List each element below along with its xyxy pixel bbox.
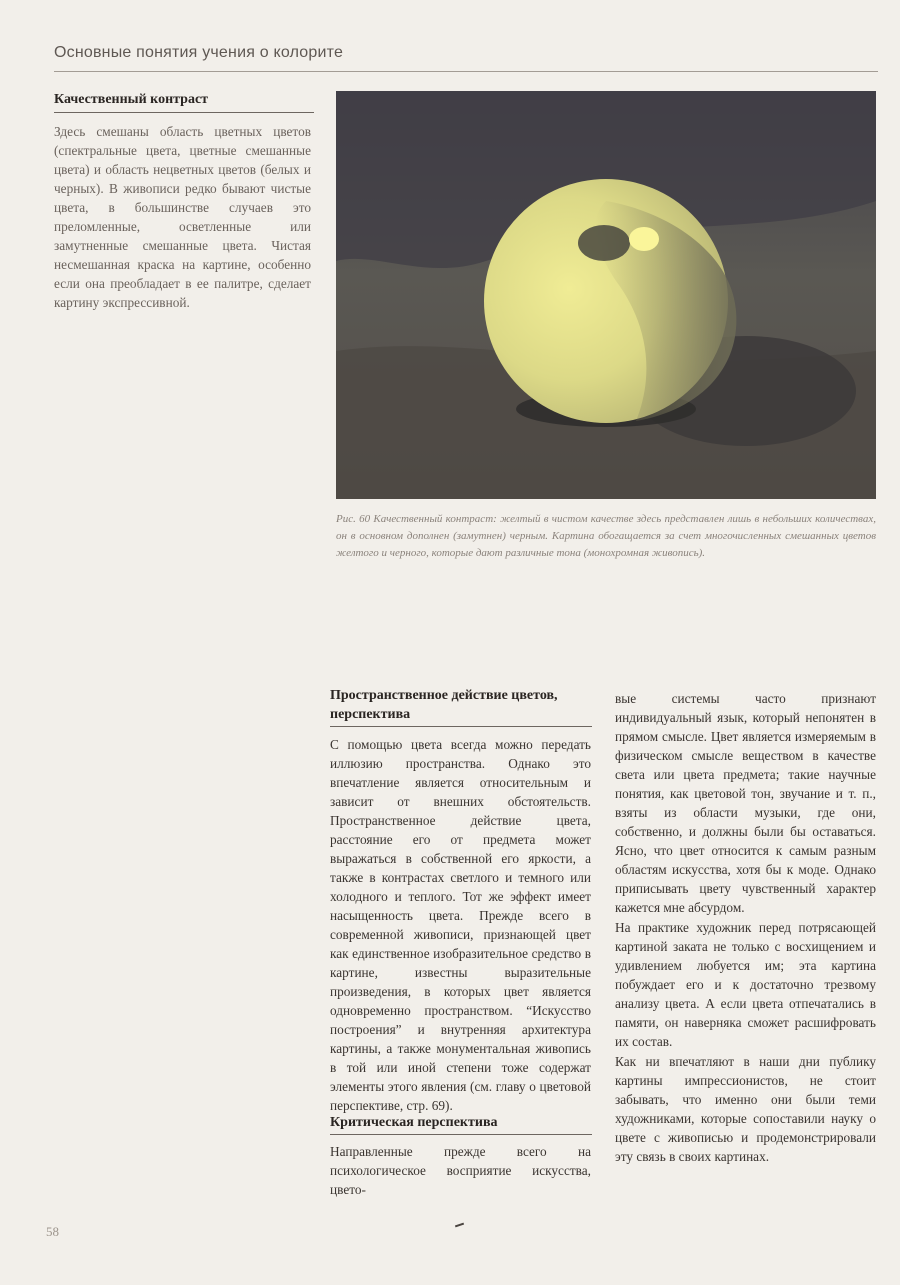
- section-rule: [330, 726, 592, 727]
- paragraph: С помощью цвета всегда можно передать иллюзию пространства. Однако это впечатление является относительным и зависит от внешних обстоятельств. Пространственное действие цвета, расстояние его от предмета может выражаться в собственной его яркости, а также в контрастах светлого и темного или холодного и теплого. Тот же эффект имеет насыщенность цвета. Прежде всего в современной живописи, признающей цвет как единственное изобразительное средство в картине, известны выразительные произведения, в которых цвет является одновременно пространством. “Искусство построения” и внутренняя архитектура картины, а также монументальная живопись в той или иной степени тоже содержат элементы этого явления (см. главу о цветовой перспективе, стр. 69).: [330, 737, 591, 1113]
- section-rule: [54, 112, 314, 113]
- paragraph: вые системы часто признают индивидуальный язык, который непонятен в прямом смысле. Цвет является измеряемым в физическом смысле веществом в качестве света или цвета предмета; такие научные понятия, как цветовой тон, звучание и т. п., взяты из области музыки, где они, собственно, и должны были бы оставаться. Ясно, что цвет относится к самым разным областям искусства, хотя бы к моде. Однако приписывать цвету чувственный характер кажется мне абсурдом.: [615, 691, 876, 915]
- section-text-spatial-effect: [330, 735, 591, 1115]
- paragraph: Как ни впечатляют в наши дни публику картины импрессионистов, не стоит забывать, что именно они были теми художниками, которые сопоставили науку о цвете с живописью и продемонстрировали эту связь в своих картинах.: [615, 1054, 876, 1164]
- section-rule: [330, 1134, 592, 1135]
- page-number: 58: [46, 1224, 59, 1239]
- section-text-critical-perspective: [330, 1142, 591, 1199]
- paragraph: На практике художник перед потрясающей картиной заката не только с восхищением и удивлением любуется им; эта картина побуждает его и к достаточно трезвому анализу цвета. А если цвета отпечатались в памяти, он наверняка сможет расшифровать их состав.: [615, 920, 876, 1049]
- figure-caption: Рис. 60 Качественный контраст: желтый в чистом качестве здесь представлен лишь в небольших количествах, он в основном дополнен (замутнен) черным. Картина обогащается за счет многочисленных смешанных цветов желтого и черного, которые дают различные тона (монохромная живопись).: [336, 513, 876, 559]
- section-heading-critical-perspective: Критическая перспектива: [330, 1115, 498, 1130]
- header-rule: [54, 71, 878, 72]
- right-column-text: [615, 689, 876, 1166]
- painting-illustration: [336, 91, 876, 499]
- figure-painting-yellow-sphere: [336, 91, 876, 499]
- section-text-quality-contrast: [54, 122, 311, 312]
- running-header: Основные понятия учения о колорите: [54, 44, 344, 61]
- section-heading-spatial-effect: Пространственное действие цветов, перспектива: [330, 688, 558, 722]
- ink-mark: [455, 1223, 464, 1228]
- paragraph: Направленные прежде всего на психологическое восприятие искусства, цвето-: [330, 1144, 591, 1197]
- paragraph: Здесь смешаны область цветных цветов (спектральные цвета, цветные смешанные цвета) и область нецветных цветов (белых и черных). В живописи редко бывают чистые цвета, в большинстве случаев это преломленные, осветленные или замутненные смешанные цвета. Чистая несмешанная краска на картине, особенно если она преобладает в ее палитре, сделает картину экспрессивной.: [54, 124, 311, 310]
- section-heading-quality-contrast: Качественный контраст: [54, 92, 209, 107]
